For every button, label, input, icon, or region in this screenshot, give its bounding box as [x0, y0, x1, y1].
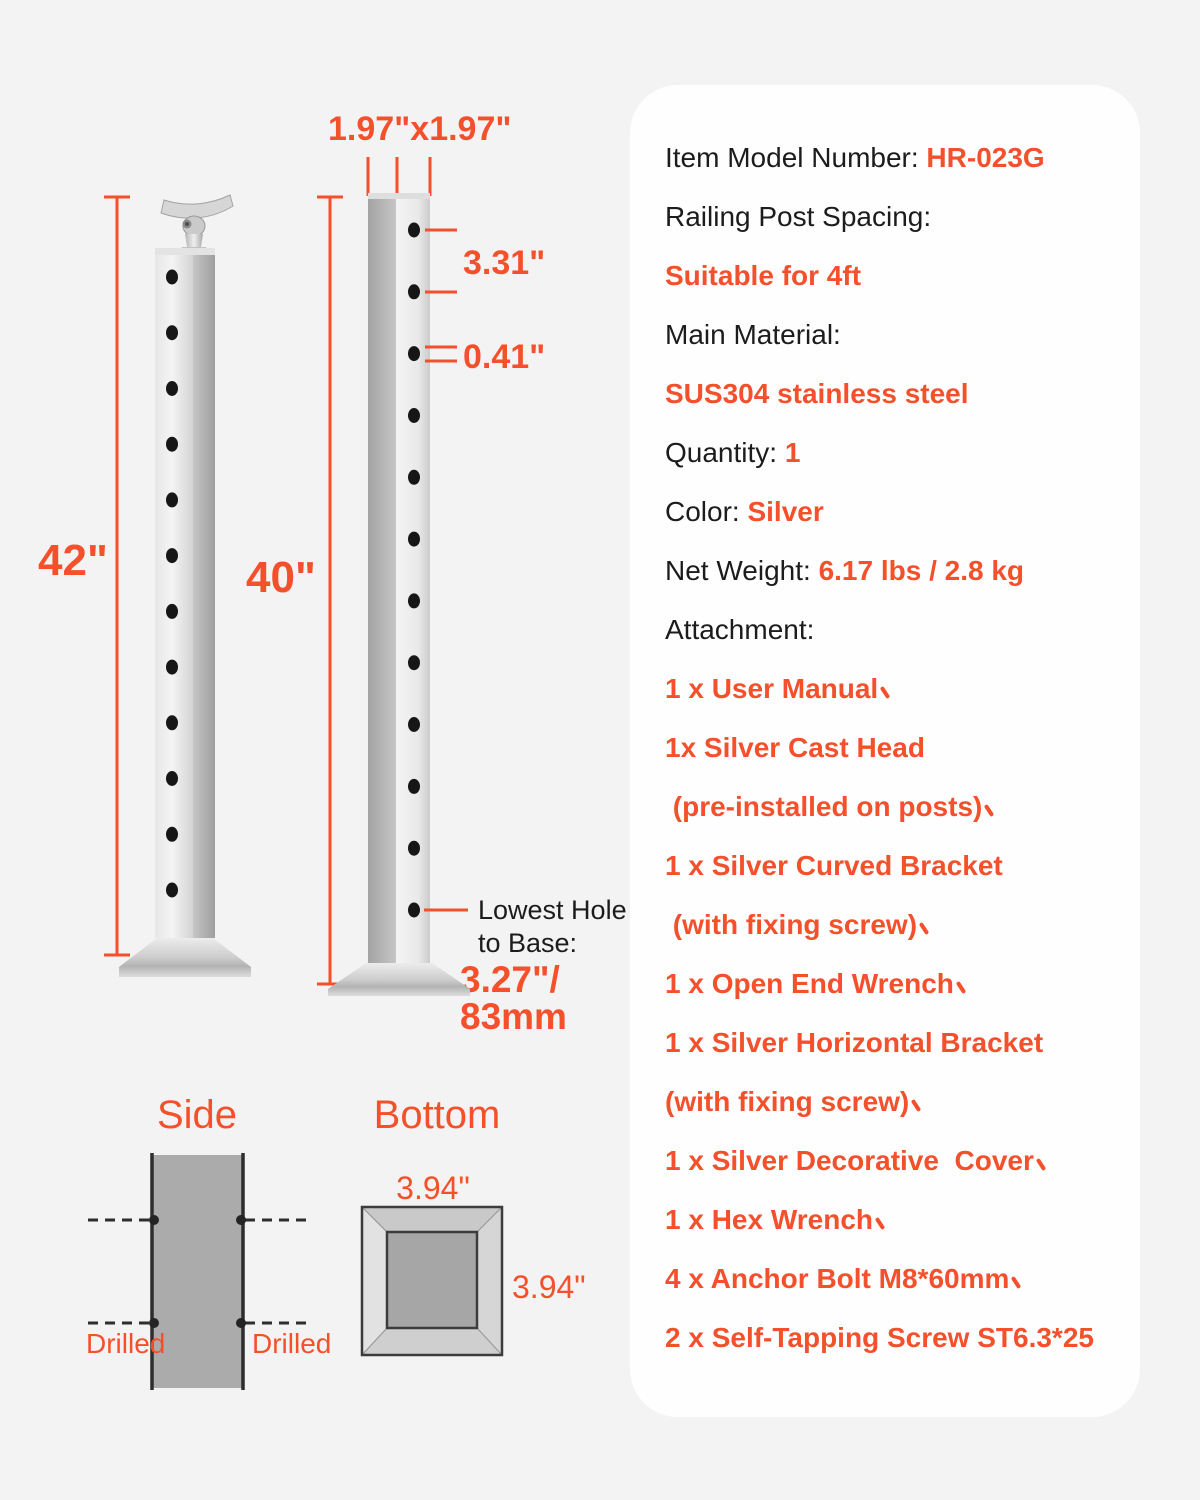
- spec-text: 4 x Anchor Bolt M8*60mm: [665, 1263, 1010, 1294]
- spec-text: SUS304 stainless steel: [665, 378, 969, 409]
- ideographic-comma-mark: [912, 1095, 921, 1111]
- hole-diameter-label: 0.41": [463, 338, 546, 376]
- post-left-height-label: 42": [38, 536, 108, 585]
- post-right-side-face: [368, 199, 396, 963]
- drilled-hole: [166, 604, 178, 619]
- drilled-hole: [408, 593, 420, 608]
- cast-head-saddle: [161, 195, 233, 218]
- spec-line: [665, 836, 1124, 895]
- spec-line: [665, 246, 1124, 305]
- spec-line: [665, 600, 1124, 659]
- spec-text: 6.17 lbs / 2.8 kg: [818, 555, 1025, 586]
- post-left: [38, 195, 251, 977]
- drilled-hole: [408, 470, 420, 485]
- spec-text: (pre-installed on posts): [665, 791, 983, 822]
- spec-text: Net Weight:: [665, 555, 819, 586]
- side-view: [86, 1093, 331, 1390]
- base-depth-label: 3.94": [512, 1269, 586, 1305]
- spec-text: Main Material:: [665, 319, 841, 350]
- drilled-label-left: Drilled: [86, 1328, 166, 1359]
- post-right-height-label: 40": [246, 553, 316, 602]
- post-right-base-cover: [328, 963, 470, 996]
- drilled-hole: [166, 715, 178, 730]
- spec-text: Quantity:: [665, 437, 785, 468]
- ideographic-comma-mark: [881, 682, 890, 698]
- spec-line: [665, 777, 1124, 836]
- spec-text: 1 x Hex Wrench: [665, 1204, 874, 1235]
- drilled-hole: [408, 532, 420, 547]
- spec-text: 1 x Silver Decorative Cover: [665, 1145, 1034, 1176]
- base-width-label: 3.94": [396, 1170, 470, 1206]
- spec-line: [665, 1013, 1124, 1072]
- post-left-base-cover: [119, 938, 251, 977]
- spec-line: [665, 1072, 1124, 1131]
- lowest-hole-value-2: 83mm: [460, 996, 567, 1037]
- drilled-hole: [408, 841, 420, 856]
- spec-line: [665, 305, 1124, 364]
- spec-text: 1x Silver Cast Head: [665, 732, 925, 763]
- lowest-hole-value-1: 3.27"/: [460, 959, 560, 1000]
- drill-point: [236, 1318, 246, 1328]
- spec-text: HR-023G: [926, 142, 1045, 173]
- post-left-top-bevel: [155, 248, 215, 255]
- side-view-post: [152, 1155, 243, 1388]
- spec-line: [665, 659, 1124, 718]
- drilled-hole: [166, 883, 178, 898]
- spec-text: (with fixing screw): [665, 1086, 910, 1117]
- drilled-hole: [166, 492, 178, 507]
- spec-line: [665, 482, 1124, 541]
- drilled-hole: [408, 223, 420, 238]
- post-left-side-face: [193, 255, 215, 938]
- ideographic-comma-mark: [1012, 1272, 1021, 1288]
- drilled-hole: [408, 779, 420, 794]
- ideographic-comma-mark: [876, 1213, 885, 1229]
- drilled-hole: [408, 717, 420, 732]
- drill-point: [149, 1215, 159, 1225]
- post-right: [246, 110, 627, 1037]
- post-section-outline: [387, 1232, 477, 1328]
- spec-line: [665, 718, 1124, 777]
- spec-text: 1: [784, 437, 801, 468]
- spec-line: [665, 1308, 1124, 1367]
- spec-line: [665, 187, 1124, 246]
- cross-section-label: 1.97"x1.97": [328, 110, 512, 148]
- lowest-hole-caption-2: to Base:: [478, 928, 578, 958]
- spec-line: [665, 128, 1124, 187]
- spec-line: [665, 1249, 1124, 1308]
- ideographic-comma-mark: [1037, 1154, 1046, 1170]
- lowest-hole-caption-1: Lowest Hole: [478, 895, 627, 925]
- spec-text: 1 x Silver Curved Bracket: [665, 850, 1003, 881]
- drill-point: [236, 1215, 246, 1225]
- spec-line: [665, 364, 1124, 423]
- post-right-top-bevel: [368, 193, 430, 199]
- spec-line: [665, 1131, 1124, 1190]
- drilled-hole: [408, 284, 420, 299]
- hole-spacing-label: 3.31": [463, 244, 546, 282]
- spec-line: [665, 954, 1124, 1013]
- drilled-hole: [408, 346, 420, 361]
- drilled-hole: [408, 408, 420, 423]
- cast-head-neck: [185, 234, 203, 247]
- bottom-view: [362, 1093, 586, 1355]
- cast-head-screw-center: [185, 222, 189, 226]
- ideographic-comma-mark: [985, 800, 994, 816]
- bottom-view-title: Bottom: [373, 1093, 501, 1137]
- spec-line: [665, 895, 1124, 954]
- drilled-hole: [166, 660, 178, 675]
- spec-text: Silver: [747, 496, 824, 527]
- drilled-hole: [408, 655, 420, 670]
- drill-point: [149, 1318, 159, 1328]
- spec-text: 1 x Open End Wrench: [665, 968, 954, 999]
- spec-line: [665, 541, 1124, 600]
- spec-line: [665, 423, 1124, 482]
- drilled-label-right: Drilled: [252, 1328, 332, 1359]
- drilled-hole: [166, 437, 178, 452]
- spec-text: 1 x User Manual: [665, 673, 879, 704]
- spec-text: Item Model Number:: [665, 142, 927, 173]
- spec-text: (with fixing screw): [665, 909, 918, 940]
- spec-card: [630, 85, 1140, 1417]
- spec-list: [630, 85, 1140, 1367]
- spec-text: 1 x Silver Horizontal Bracket: [665, 1027, 1044, 1058]
- ideographic-comma-mark: [957, 977, 966, 993]
- drilled-hole: [408, 903, 420, 918]
- spec-text: Attachment:: [665, 614, 815, 645]
- spec-text: Railing Post Spacing:: [665, 201, 932, 232]
- spec-line: [665, 1190, 1124, 1249]
- side-view-title: Side: [156, 1093, 238, 1137]
- drilled-hole: [166, 548, 178, 563]
- spec-text: 2 x Self-Tapping Screw ST6.3*25: [665, 1322, 1094, 1353]
- ideographic-comma-mark: [920, 918, 929, 934]
- spec-text: Color:: [665, 496, 748, 527]
- drilled-hole: [166, 325, 178, 340]
- drilled-hole: [166, 827, 178, 842]
- spec-text: Suitable for 4ft: [665, 260, 862, 291]
- drilled-hole: [166, 270, 178, 285]
- drilled-hole: [166, 771, 178, 786]
- drilled-hole: [166, 381, 178, 396]
